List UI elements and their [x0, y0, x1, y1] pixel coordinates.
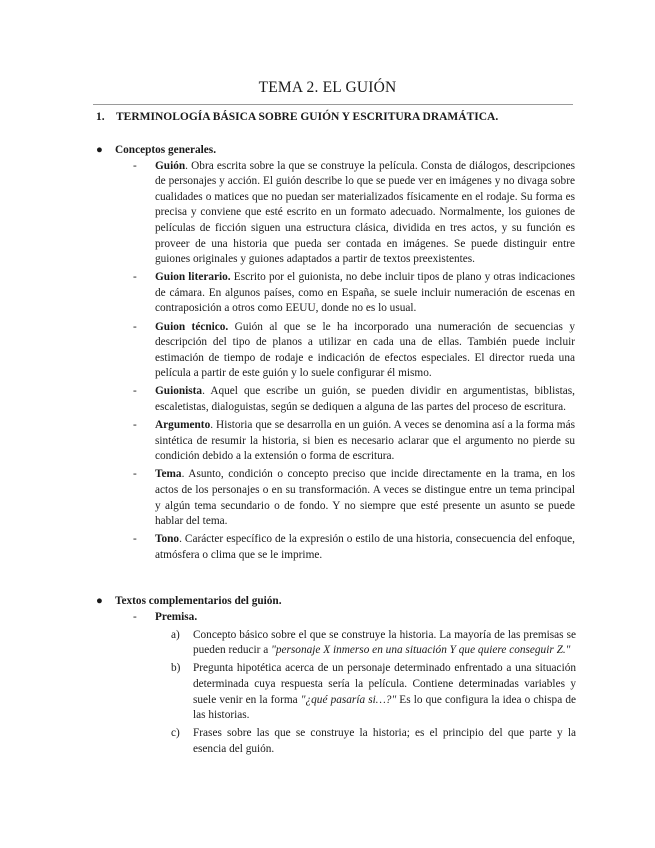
- subitem-letter: a): [171, 628, 180, 641]
- dash-icon: -: [133, 533, 137, 546]
- premise-subitem-b: [96, 661, 576, 723]
- definition: . Carácter específico de la expresión o estilo de una historia, consecuencia del enfoque, atmósfera o clima que se le imprime.: [155, 533, 575, 561]
- bullet-icon: ●: [96, 144, 103, 156]
- subitem-text: Frases sobre las que se construye la historia; es el principio del que parte y la esencia del guión.: [193, 727, 576, 755]
- concepts-heading: [96, 143, 576, 159]
- bullet-icon: ●: [96, 595, 103, 607]
- term: Tema: [155, 468, 182, 481]
- complementary-block: [96, 594, 576, 760]
- term: Guión: [155, 159, 186, 172]
- title-divider: [93, 104, 573, 105]
- dash-icon: -: [133, 610, 137, 623]
- term: Guionista: [155, 385, 203, 398]
- dash-icon: -: [133, 468, 137, 481]
- subitem-letter: c): [171, 727, 180, 740]
- subitem-letter: b): [171, 662, 181, 675]
- definition: . Aquel que escribe un guión, se pueden dividir en argumentistas, biblistas, escaletistas, dialoguistas, según se dediquen a alguna de las partes del proceso de escritura.: [155, 385, 575, 413]
- premise-subitem-a: [96, 628, 576, 659]
- list-item: [96, 320, 576, 382]
- term: Guion literario.: [155, 271, 231, 284]
- complementary-heading: [96, 594, 576, 610]
- section-number: 1.: [96, 111, 105, 123]
- list-item: [96, 384, 576, 415]
- definition: . Historia que se desarrolla en un guión. A veces se denomina así a la forma más sintética de resumir la historia, si bien es necesario aclarar que el argumento no pierde su condición debido a la extensión o forma de escritura.: [155, 419, 575, 463]
- definition: Escrito por el guionista, no debe incluir tipos de plano y otras indicaciones de cámara. En algunos países, como en España, se suele incluir numeración de escenas en contraposición a otros como EEUU, donde no es lo usual.: [155, 271, 575, 315]
- dash-icon: -: [133, 419, 137, 432]
- definition: . Obra escrita sobre la que se construye la película. Consta de diálogos, descripciones de personajes y acción. El guión describe lo que se puede ver en imágenes y no divaga sobre cualidades o matices que no puedan ser materializados físicamente en el rodaje. Su forma es precisa y conviene que esté escrito en un formato adecuado. Normalmente, los guiones de películas de ficción siguen una estructura clásica, dividida en tres actos, y su función es proveer de una historia que pueda ser contada en imágenes. Se puede distinguir entre guiones originales y guiones adaptados a partir de textos preexistentes.: [155, 159, 575, 266]
- list-item: [96, 270, 576, 317]
- section-heading: [96, 110, 576, 126]
- premise-term: Premisa.: [155, 610, 198, 623]
- term: Tono: [155, 533, 180, 546]
- subitem-italic: "¿qué pasaría si…?": [300, 693, 397, 706]
- list-item: [96, 418, 576, 465]
- dash-icon: -: [133, 271, 137, 284]
- definition: Guión al que se le ha incorporado una numeración de secuencias y descripción del tipo de planos a utilizar en cada una de ellas. También puede incluir estimación de tiempo de rodaje e indicación de efectos especiales. El director rueda una película a partir de este guión y lo suele configurar él mismo.: [155, 320, 575, 380]
- list-item: [96, 159, 576, 268]
- subitem-text: Concepto básico sobre el que se construye la historia. La mayoría de las premisas se pueden reducir a: [193, 628, 576, 657]
- list-item: [96, 467, 576, 529]
- definition: . Asunto, condición o concepto preciso que incide directamente en la trama, en los actos de los personajes o en su transformación. A veces se distingue entre un tema principal y algún tema secundario o de fondo. Y no siempre que esté presente un asunto se puede hablar del tema.: [155, 468, 575, 528]
- list-item: [96, 532, 576, 563]
- term: Guion técnico.: [155, 320, 229, 333]
- subitem-italic: "personaje X inmerso en una situación Y que quiere conseguir Z.": [271, 644, 571, 657]
- complementary-heading-text: Textos complementarios del guión.: [115, 595, 282, 607]
- page-title: TEMA 2. EL GUIÓN: [258, 79, 397, 96]
- dash-icon: -: [133, 159, 137, 172]
- subitem-after: Es lo que configura la idea o chispa de las historias.: [193, 693, 576, 722]
- concepts-heading-text: Conceptos generales.: [115, 144, 217, 156]
- term: Argumento: [155, 419, 211, 432]
- subitem-text: Pregunta hipotética acerca de un personaje determinado enfrentado a una situación determinada cuya respuesta sería la película. Contiene determinadas variables y suele venir en la forma: [193, 662, 576, 706]
- dash-icon: -: [133, 385, 137, 398]
- premise-subitem-c: [96, 726, 576, 757]
- premise-item: [96, 610, 576, 626]
- concepts-list: [96, 159, 576, 564]
- concepts-block: [96, 143, 576, 566]
- dash-icon: -: [133, 320, 137, 333]
- section-title: TERMINOLOGÍA BÁSICA SOBRE GUIÓN Y ESCRITURA DRAMÁTICA.: [116, 111, 499, 123]
